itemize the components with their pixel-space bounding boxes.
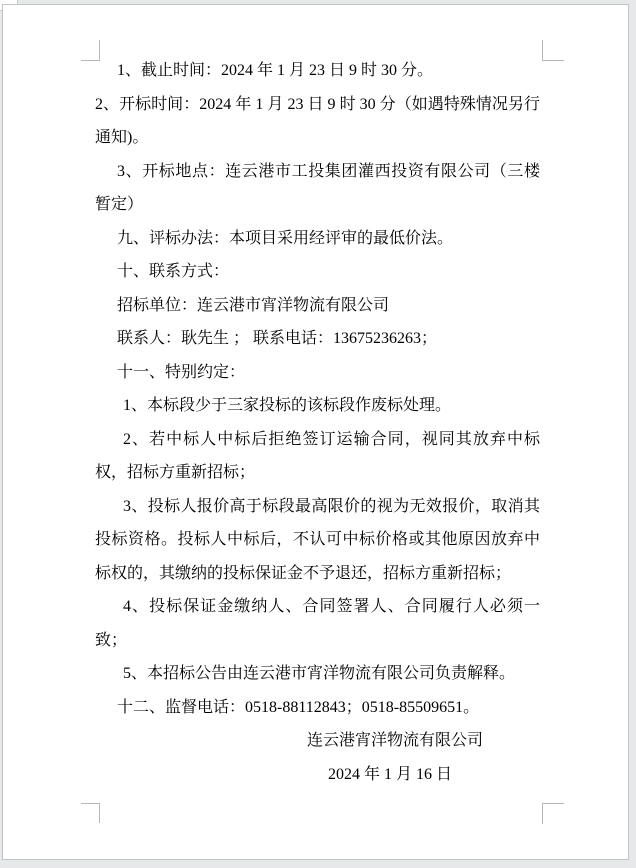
paragraph-date: 2024 年 1 月 16 日 xyxy=(328,765,453,783)
paragraph-tendering-unit: 招标单位：连云港市宵洋物流有限公司 xyxy=(117,296,390,314)
paragraph-special-term-5: 5、本招标公告由连云港市宵洋物流有限公司负责解释。 xyxy=(123,665,516,682)
paragraph-contact-person: 联系人：耿先生 ； 联系电话：13675236263； xyxy=(117,330,438,347)
paragraph-bid-opening-place: 3、开标地点：连云港市工投集团灌西投资有限公司（三楼暂定） xyxy=(95,162,540,213)
paragraph-company-signature: 连云港宵洋物流有限公司 xyxy=(307,732,484,749)
paragraph-special-term-3: 3、投标人报价高于标段最高限价的视为无效报价，取消其投标资格。投标人中标后，不认可中标价格或其他原因放弃中标权的，其缴纳的投标保证金不予退还，招标方重新招标； xyxy=(95,497,540,582)
paragraph-deadline-time: 1、截止时间：2024 年 1 月 23 日 9 时 30 分。 xyxy=(117,62,434,79)
paragraph-contact-heading: 十、联系方式： xyxy=(117,263,230,280)
crop-mark-bottom-left xyxy=(81,803,100,823)
paragraph-special-term-2: 2、若中标人中标后拒绝签订运输合同，视同其放弃中标权，招标方重新招标； xyxy=(95,430,540,481)
paragraph-special-terms-heading: 十一、特别约定： xyxy=(117,363,246,381)
paragraph-special-term-1: 1、本标段少于三家投标的该标段作废标处理。 xyxy=(123,397,452,414)
document-body-text[interactable] xyxy=(95,54,540,791)
crop-mark-top-right xyxy=(542,40,564,61)
paragraph-supervision-phone: 十二、监督电话：0518-88112843；0518-85509651。 xyxy=(117,698,480,716)
crop-mark-bottom-right xyxy=(542,803,564,824)
paragraph-bid-opening-time: 2、开标时间：2024 年 1 月 23 日 9 时 30 分（如遇特殊情况另行通知)。 xyxy=(95,95,540,146)
paragraph-evaluation-method: 九、评标办法：本项目采用经评审的最低价法。 xyxy=(117,229,454,247)
paragraph-special-term-4: 4、投标保证金缴纳人、合同签署人、合同履行人必须一致； xyxy=(95,598,540,649)
